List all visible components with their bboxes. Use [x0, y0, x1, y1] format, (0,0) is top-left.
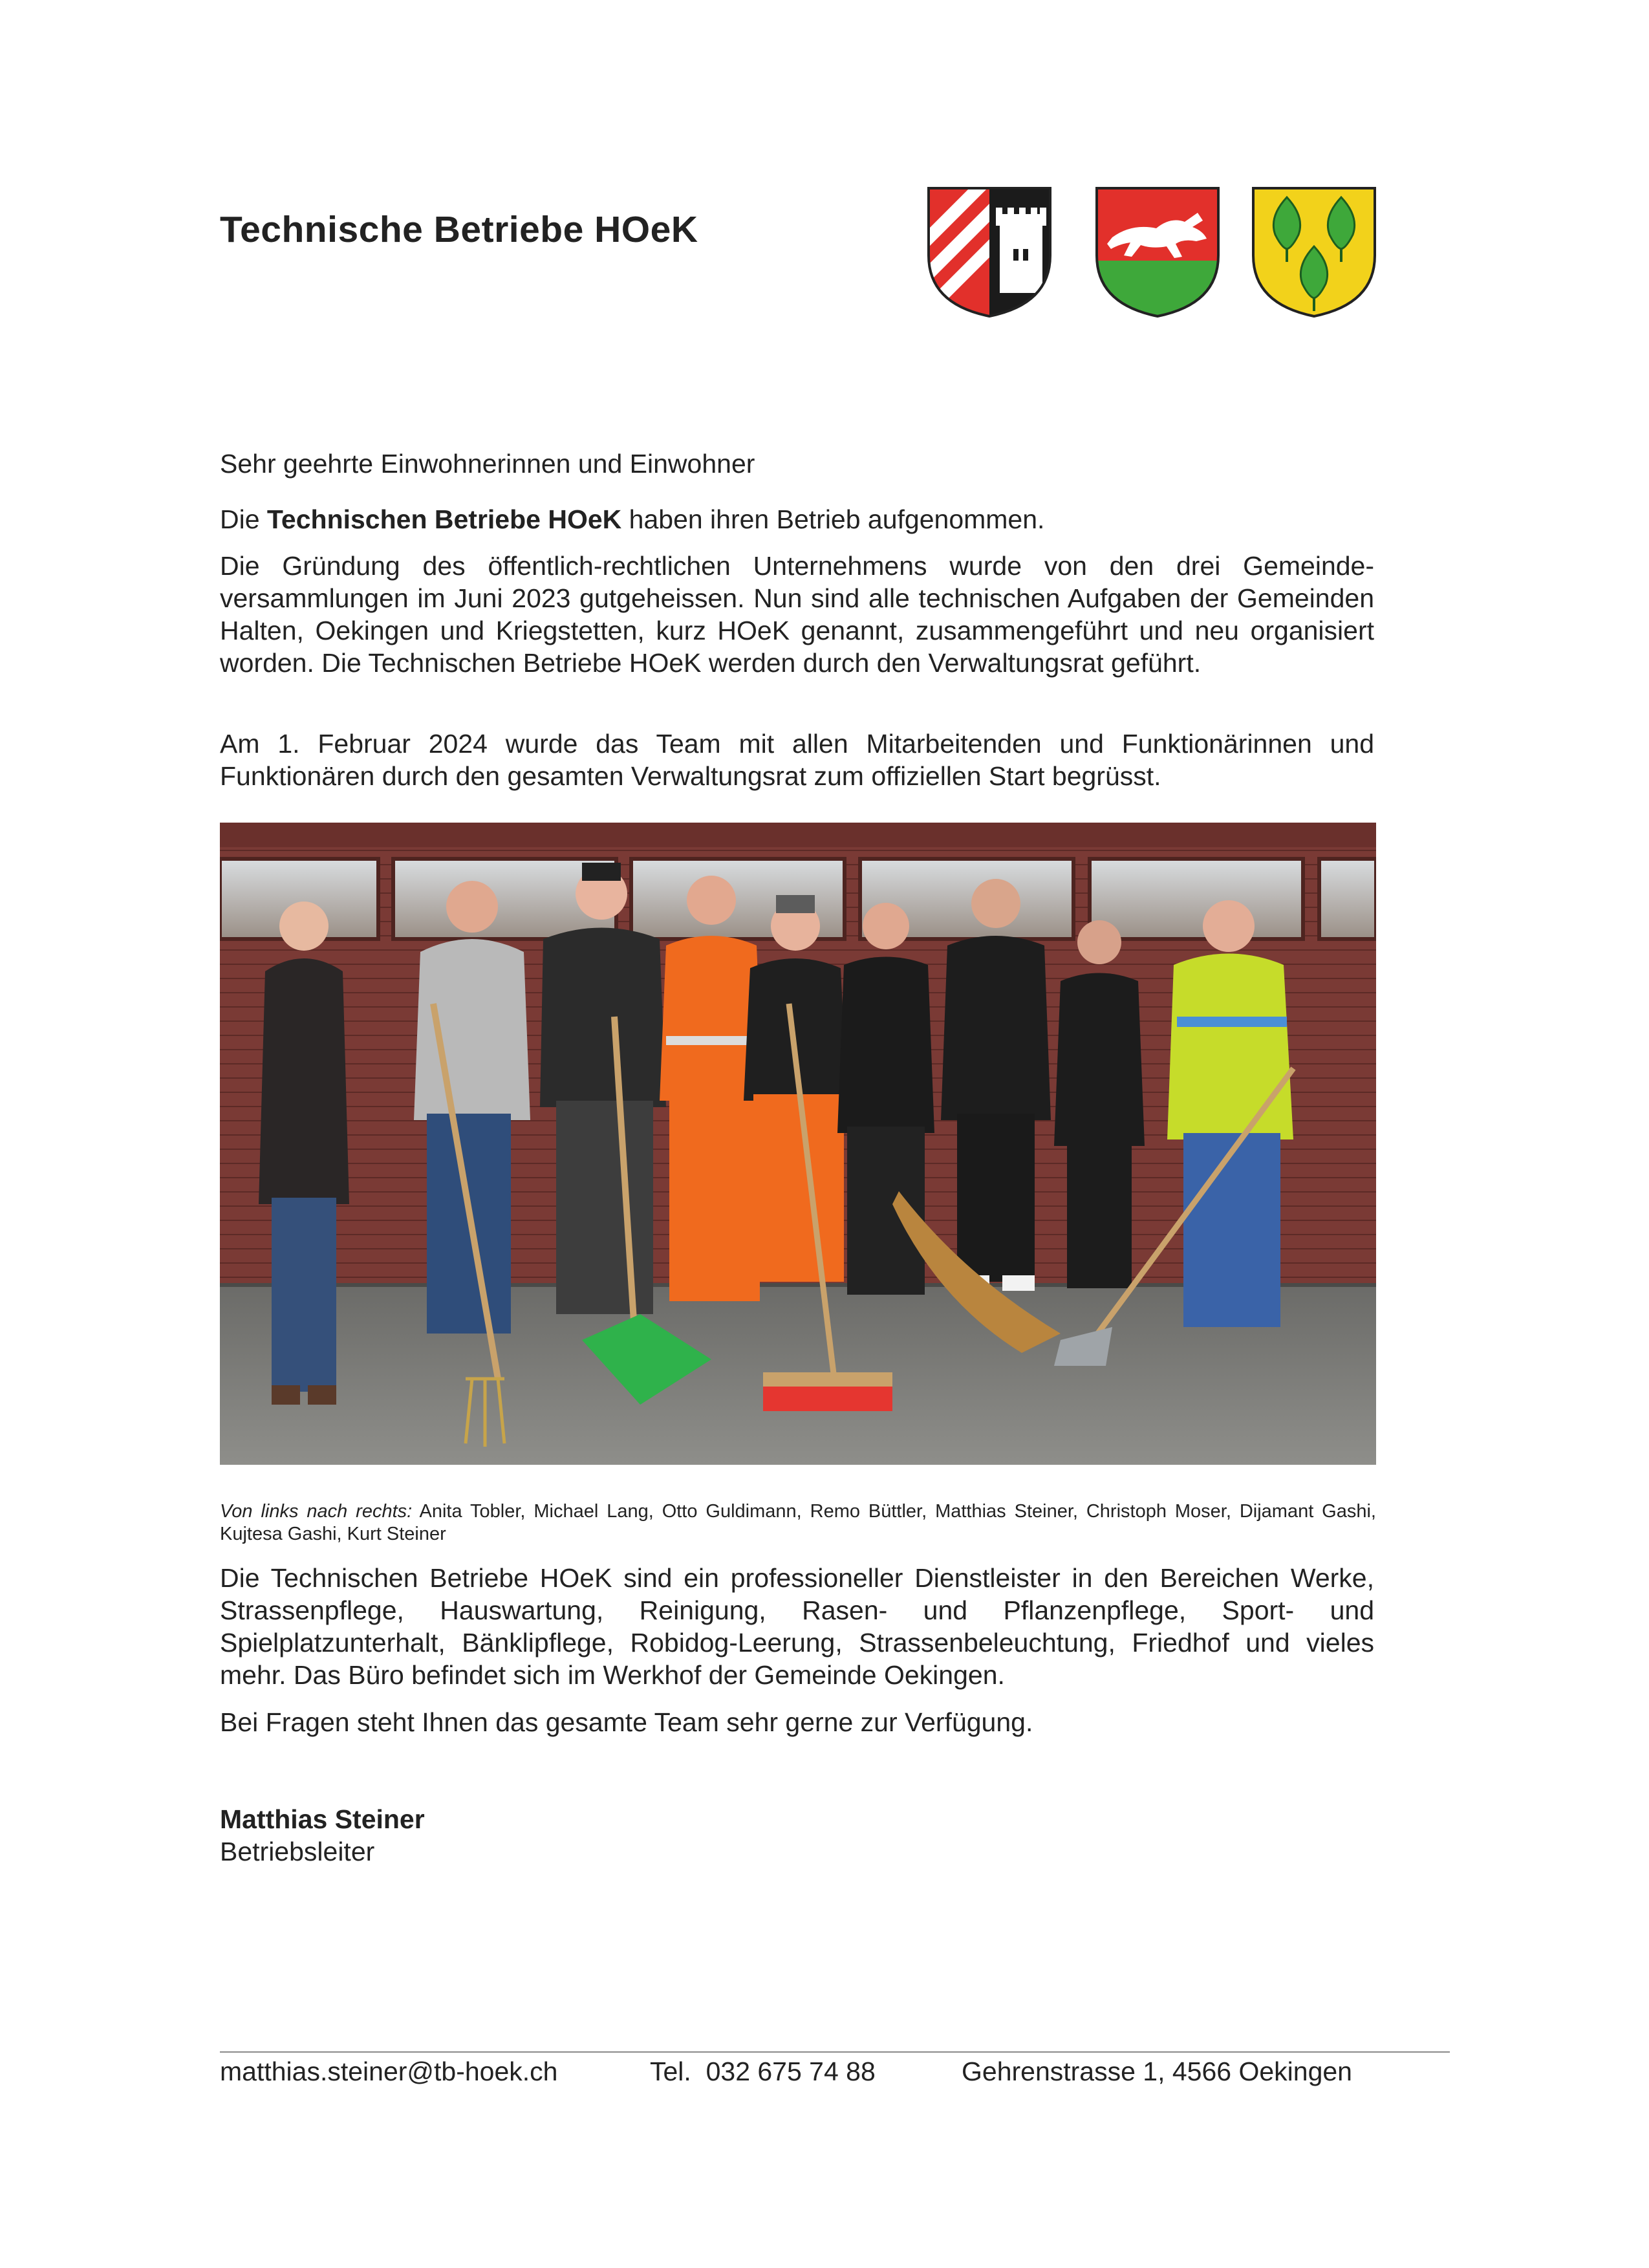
caption-label: Von links nach rechts:	[220, 1501, 413, 1522]
halten-crest-icon	[925, 184, 1054, 320]
greeting: Sehr geehrte Einwohnerinnen und Einwohner	[220, 449, 755, 479]
start-paragraph: Am 1. Februar 2024 wurde das Team mit allen Mitarbeitenden und Funktionärinnen und Funktionären durch den gesamten Verwaltungsrat zum offiziellen Start begrüsst.	[220, 729, 1374, 791]
footer-divider	[220, 2051, 1450, 2053]
founding-paragraph: Die Gründung des öffentlich-rechtlichen Unternehmens wurde von den drei Gemeinde-versammlungen im Juni 2023 gutgeheissen. Nun sind alle technischen Aufgaben der Gemeinden Halten, Oekingen und Kriegstetten, kurz HOeK genannt, zusammengeführt und neu organisiert worden. Die Technischen Betriebe HOeK werden durch den Verwaltungsrat geführt.	[220, 551, 1374, 678]
photo-caption	[220, 1500, 1376, 1546]
intro-paragraph	[220, 503, 1374, 535]
signature-name: Matthias Steiner	[220, 1804, 425, 1834]
intro-prefix: Die	[220, 504, 267, 534]
contact-paragraph: Bei Fragen steht Ihnen das gesamte Team sehr gerne zur Verfügung.	[220, 1707, 1033, 1737]
team-photo	[220, 823, 1376, 1465]
page-title: Technische Betriebe HOeK	[220, 209, 698, 250]
signature-role: Betriebsleiter	[220, 1837, 375, 1866]
footer-phone: Tel. 032 675 74 88	[650, 2057, 876, 2086]
caption-names: Anita Tobler, Michael Lang, Otto Guldimann, Remo Büttler, Matthias Steiner, Christoph Moser, Dijamant Gashi, Kujtesa Gashi, Kurt Steiner	[220, 1501, 1376, 1544]
kriegstetten-crest-icon	[1249, 184, 1379, 320]
footer-address: Gehrenstrasse 1, 4566 Oekingen	[962, 2057, 1352, 2086]
oekingen-crest-icon	[1093, 184, 1222, 320]
intro-bold: Technischen Betriebe HOeK	[266, 504, 622, 534]
services-paragraph: Die Technischen Betriebe HOeK sind ein professioneller Dienstleister in den Bereichen Werke, Strassenpflege, Hauswartung, Reinigung, Rasen- und Pflanzenpflege, Sport- und Spielplatzunterhalt, Bänklipflege, Robidog-Leerung, Strassenbeleuchtung, Friedhof und vieles mehr. Das Büro befindet sich im Werkhof der Gemeinde Oekingen.	[220, 1563, 1374, 1690]
intro-suffix: haben ihren Betrieb aufgenommen.	[621, 504, 1045, 534]
footer-email[interactable]: matthias.steiner@tb-hoek.ch	[220, 2057, 558, 2086]
